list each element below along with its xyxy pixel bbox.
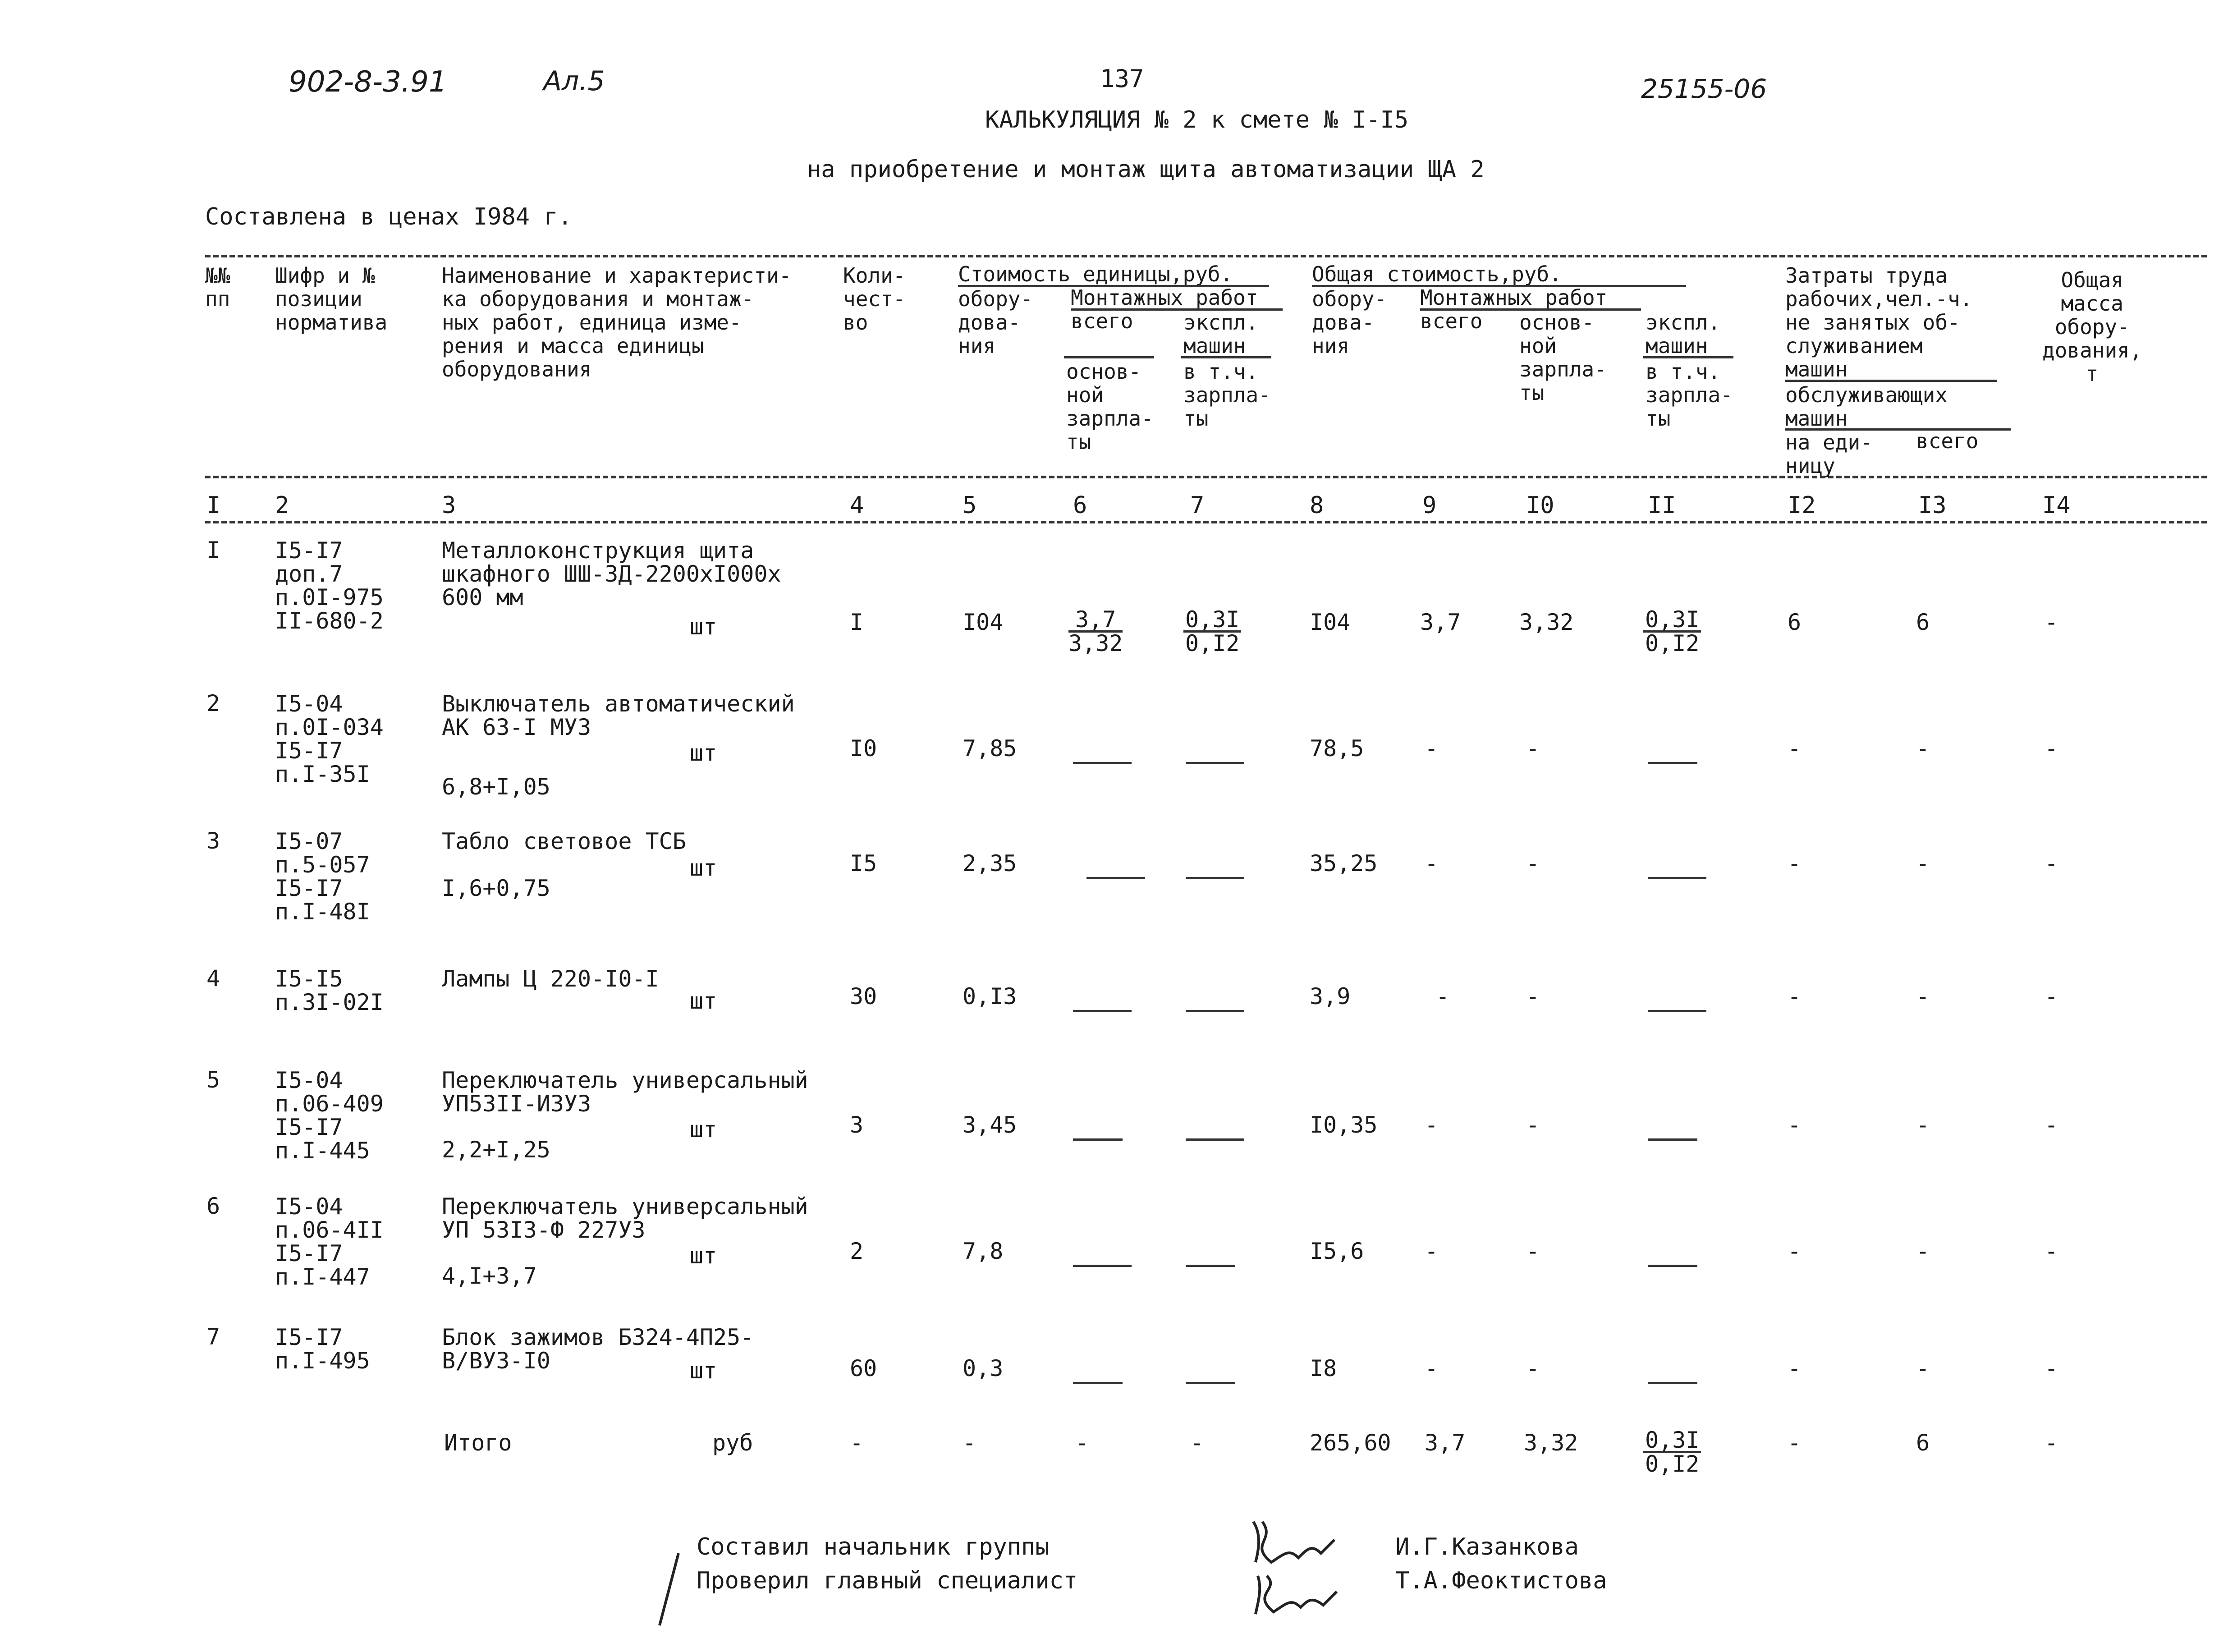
total-unit-mount: -: [1075, 1430, 1089, 1456]
row-2-total-equipment: 78,5: [1310, 735, 1364, 762]
row-2-total-machines-empty: [1648, 762, 1697, 764]
header-labor-service: обслуживающих машин: [1785, 383, 1948, 431]
row-2-labor-per-unit: -: [1788, 735, 1802, 762]
row-4-total-equipment: 3,9: [1310, 983, 1351, 1010]
row-2-quantity: I0: [850, 735, 877, 762]
row-1-labor-total: 6: [1916, 609, 1930, 635]
total-equipment-cost: -: [963, 1430, 976, 1456]
signature-role-checked: Проверил главный специалист: [697, 1567, 1078, 1594]
row-5-total-wage: -: [1526, 1112, 1540, 1138]
header-quantity: Коли- чест- во: [843, 263, 906, 335]
row-7-total-equipment: I8: [1310, 1355, 1337, 1381]
header-unit-machines: экспл. машин: [1183, 310, 1259, 358]
row-1-total-equipment: I04: [1310, 609, 1351, 635]
document-subtitle: на приобретение и монтаж щита автоматизации ЩА 2: [807, 156, 1485, 183]
row-2-unit: шт: [690, 740, 717, 766]
header-unit-mount-total: всего: [1071, 309, 1133, 333]
row-1-name: Металлоконструкция щита шкафного ШШ-ЗД-2200хI000х 600 мм: [442, 537, 781, 610]
row-4-unit: шт: [690, 988, 717, 1014]
header-total-machines-wage: в т.ч. зарпла- ты: [1646, 359, 1733, 431]
row-1-unit-mount-total: 3,7: [1068, 609, 1123, 633]
row-6-total-equipment: I5,6: [1310, 1238, 1364, 1264]
price-basis: Составлена в ценах I984 г.: [205, 203, 572, 230]
row-5-mass-note: 2,2+I,25: [442, 1137, 550, 1163]
row-2-mass-note: 6,8+I,05: [442, 774, 550, 800]
row-1-total-machines-fraction: [1643, 606, 1701, 656]
row-3-name: Табло световое ТСБ: [442, 828, 686, 854]
row-3-labor-total: -: [1916, 850, 1930, 876]
row-5-unit: шт: [690, 1116, 717, 1143]
row-5-name: Переключатель универсальный УП53II-ИЗУЗ: [442, 1067, 808, 1117]
row-6-unit-mount-empty: [1073, 1265, 1132, 1267]
row-6-unit-machines-empty: [1186, 1265, 1235, 1267]
total-machines-fraction: [1643, 1429, 1701, 1475]
row-1-labor-per-unit: 6: [1788, 609, 1802, 635]
row-7-labor-per-unit: -: [1788, 1355, 1802, 1381]
total-labor-per-unit: -: [1788, 1430, 1802, 1456]
col-num-8: 8: [1310, 492, 1324, 519]
header-total-machines: экспл. машин: [1646, 310, 1721, 358]
row-1-total-mount: 3,7: [1420, 609, 1461, 635]
col-num-7: 7: [1190, 492, 1205, 519]
col-num-4: 4: [850, 492, 864, 519]
col-num-10: I0: [1526, 492, 1554, 519]
header-bottom-rule: [205, 476, 2207, 478]
signature-role-compiled: Составил начальник группы: [697, 1533, 1050, 1560]
header-labor: Затраты труда рабочих,чел.-ч. не занятых об- служиванием машин: [1785, 263, 1973, 381]
row-3-unit-mount-empty: [1086, 877, 1145, 879]
row-4-total-mount: -: [1436, 983, 1450, 1010]
row-1-number: I: [206, 537, 220, 563]
row-6-total-machines-empty: [1648, 1265, 1697, 1267]
row-4-labor-per-unit: -: [1788, 983, 1802, 1010]
header-unit-cost: Стоимость единицы,руб.: [958, 262, 1233, 286]
labor-fraction-line: [1785, 380, 1997, 382]
row-1-mass: -: [2044, 609, 2058, 635]
row-1-unit-machines: 0,3I: [1183, 609, 1241, 633]
handwritten-signatures: [1244, 1508, 1343, 1621]
row-6-total-mount: -: [1425, 1238, 1439, 1264]
row-3-total-machines-empty: [1648, 877, 1706, 879]
row-5-labor-total: -: [1916, 1112, 1930, 1138]
row-5-labor-per-unit: -: [1788, 1112, 1802, 1138]
row-3-equipment-cost: 2,35: [963, 850, 1017, 876]
header-unit-equipment: обору- дова- ния: [958, 287, 1033, 358]
header-total-cost: Общая стоимость,руб.: [1312, 262, 1562, 286]
row-2-total-mount: -: [1425, 735, 1439, 762]
col-num-9: 9: [1422, 492, 1437, 519]
header-labor-per-unit: на еди- ницу: [1785, 430, 1873, 478]
row-3-number: 3: [206, 828, 220, 854]
row-6-mass-note: 4,I+3,7: [442, 1263, 537, 1289]
row-2-number: 2: [206, 690, 220, 716]
row-7-equipment-cost: 0,3: [963, 1355, 1004, 1381]
row-4-unit-mount-empty: [1073, 1010, 1132, 1012]
total-unit: руб: [712, 1430, 753, 1456]
row-4-labor-total: -: [1916, 983, 1930, 1010]
document-number: 25155-06: [1641, 73, 1767, 104]
row-7-total-mount: -: [1425, 1355, 1439, 1381]
total-mass: -: [2044, 1430, 2058, 1456]
row-4-unit-machines-empty: [1186, 1010, 1244, 1012]
row-1-quantity: I: [850, 609, 864, 635]
total-total-wage: 3,32: [1524, 1430, 1578, 1456]
row-1-unit: шт: [690, 614, 717, 640]
row-5-unit-machines-empty: [1186, 1138, 1244, 1141]
header-name: Наименование и характеристи- ка оборудования и монтаж- ных работ, единица изме- рения и масса единицы оборудования: [442, 263, 792, 381]
col-num-1: I: [206, 492, 221, 519]
row-3-unit-machines-empty: [1186, 877, 1244, 879]
col-num-2: 2: [275, 492, 289, 519]
row-7-unit-mount-empty: [1073, 1382, 1123, 1384]
header-unit-mount-wage: основ- ной зарпла- ты: [1066, 359, 1154, 454]
header-mass: Общая масса обору- дования, т: [2042, 268, 2142, 386]
unit-machines-fraction-line: [1181, 356, 1271, 358]
signature-name-compiled: И.Г.Казанкова: [1395, 1533, 1579, 1560]
row-6-labor-total: -: [1916, 1238, 1930, 1264]
header-row-number: №№ пп: [205, 263, 230, 311]
total-total-machines: 0,3I: [1643, 1429, 1701, 1453]
total-total-equipment: 265,60: [1310, 1430, 1391, 1456]
row-2-unit-machines-empty: [1186, 762, 1244, 764]
row-7-total-wage: -: [1526, 1355, 1540, 1381]
row-7-unit: шт: [690, 1358, 717, 1384]
row-1-total-machines-wage: 0,I2: [1645, 630, 1700, 656]
header-total-mount-total: всего: [1420, 309, 1483, 333]
col-num-11: II: [1648, 492, 1676, 519]
header-unit-machines-wage: в т.ч. зарпла- ты: [1183, 359, 1271, 431]
row-1-unit-mount-fraction: [1068, 606, 1123, 656]
total-labor-total: 6: [1916, 1430, 1930, 1456]
row-4-total-machines-empty: [1648, 1010, 1706, 1012]
row-7-unit-machines-empty: [1186, 1382, 1235, 1384]
row-5-equipment-cost: 3,45: [963, 1112, 1017, 1138]
col-num-14: I4: [2042, 492, 2071, 519]
margin-pen-stroke: [656, 1551, 683, 1628]
album-number: Ал.5: [543, 65, 605, 97]
row-3-total-mount: -: [1425, 850, 1439, 876]
row-7-total-machines-empty: [1648, 1382, 1697, 1384]
column-number-rule: [205, 521, 2207, 523]
total-quantity: -: [850, 1430, 864, 1456]
row-2-equipment-cost: 7,85: [963, 735, 1017, 762]
col-num-13: I3: [1918, 492, 1947, 519]
row-1-unit-machines-wage: 0,I2: [1185, 630, 1240, 656]
row-7-labor-total: -: [1916, 1355, 1930, 1381]
row-4-number: 4: [206, 965, 220, 991]
col-num-5: 5: [963, 492, 977, 519]
row-7-mass: -: [2044, 1355, 2058, 1381]
col-num-12: I2: [1788, 492, 1816, 519]
page-number: 137: [1100, 64, 1144, 93]
header-unit-mounting: Монтажных работ: [1071, 285, 1258, 310]
row-7-quantity: 60: [850, 1355, 877, 1381]
total-label: Итого: [444, 1430, 512, 1456]
row-1-unit-mount-wage: 3,32: [1068, 630, 1123, 656]
header-total-mounting: Монтажных работ: [1420, 285, 1608, 310]
row-4-mass: -: [2044, 983, 2058, 1010]
row-6-code: I5-04 п.06-4II I5-I7 п.I-447: [275, 1193, 384, 1290]
header-code: Шифр и № позиции норматива: [275, 263, 388, 335]
header-top-rule: [205, 255, 2207, 257]
total-total-machines-wage: 0,I2: [1645, 1451, 1700, 1477]
row-3-total-equipment: 35,25: [1310, 850, 1378, 876]
col-num-6: 6: [1073, 492, 1087, 519]
row-3-total-wage: -: [1526, 850, 1540, 876]
unit-mount-total-fraction-line: [1064, 356, 1154, 358]
row-2-unit-mount-empty: [1073, 762, 1132, 764]
row-2-labor-total: -: [1916, 735, 1930, 762]
row-6-equipment-cost: 7,8: [963, 1238, 1004, 1264]
row-2-total-wage: -: [1526, 735, 1540, 762]
row-6-total-wage: -: [1526, 1238, 1540, 1264]
row-3-mass-note: I,6+0,75: [442, 875, 550, 901]
row-6-labor-per-unit: -: [1788, 1238, 1802, 1264]
row-3-quantity: I5: [850, 850, 877, 876]
row-5-total-machines-empty: [1648, 1138, 1697, 1141]
row-4-name: Лампы Ц 220-I0-I: [442, 966, 659, 992]
row-1-total-wage: 3,32: [1519, 609, 1574, 635]
row-5-unit-mount-empty: [1073, 1138, 1123, 1141]
project-code: 902-8-3.91: [289, 65, 447, 99]
row-2-mass: -: [2044, 735, 2058, 762]
row-5-total-mount: -: [1425, 1112, 1439, 1138]
row-6-quantity: 2: [850, 1238, 864, 1264]
row-1-total-machines: 0,3I: [1643, 609, 1701, 633]
row-3-labor-per-unit: -: [1788, 850, 1802, 876]
total-machines-fraction-line: [1643, 356, 1733, 358]
row-6-mass: -: [2044, 1238, 2058, 1264]
row-2-code: I5-04 п.0I-034 I5-I7 п.I-35I: [275, 691, 384, 787]
signature-name-checked: Т.А.Феоктистова: [1395, 1567, 1607, 1594]
row-1-unit-machines-fraction: [1183, 606, 1241, 656]
row-4-equipment-cost: 0,I3: [963, 983, 1017, 1010]
row-5-mass: -: [2044, 1112, 2058, 1138]
row-2-name: Выключатель автоматический АК 63-I МУЗ: [442, 691, 795, 740]
row-1-equipment-cost: I04: [963, 609, 1004, 635]
header-labor-total: всего: [1916, 429, 1979, 453]
header-total-equipment: обору- дова- ния: [1312, 287, 1387, 358]
row-7-number: 7: [206, 1324, 220, 1350]
row-7-name: Блок зажимов Б324-4П25- В/ВУЗ-I0: [442, 1324, 754, 1374]
row-4-code: I5-I5 п.3I-02I: [275, 966, 384, 1015]
row-5-quantity: 3: [850, 1112, 864, 1138]
row-6-name: Переключатель универсальный УП 53I3-Ф 227УЗ: [442, 1193, 808, 1243]
row-3-mass: -: [2044, 850, 2058, 876]
row-4-total-wage: -: [1526, 983, 1540, 1010]
row-5-code: I5-04 п.06-409 I5-I7 п.I-445: [275, 1067, 384, 1164]
row-1-code: I5-I7 доп.7 п.0I-975 II-680-2: [275, 537, 384, 634]
row-3-unit: шт: [690, 855, 717, 881]
col-num-3: 3: [442, 492, 456, 519]
total-total-mount: 3,7: [1425, 1430, 1466, 1456]
header-total-mount-wage: основ- ной зарпла- ты: [1519, 310, 1607, 405]
row-6-number: 6: [206, 1193, 220, 1219]
row-3-code: I5-07 п.5-057 I5-I7 п.I-48I: [275, 828, 370, 925]
row-6-unit: шт: [690, 1243, 717, 1269]
row-5-total-equipment: I0,35: [1310, 1112, 1378, 1138]
total-unit-machines: -: [1190, 1430, 1204, 1456]
row-7-code: I5-I7 п.I-495: [275, 1324, 370, 1374]
row-5-number: 5: [206, 1067, 220, 1093]
document-title: КАЛЬКУЛЯЦИЯ № 2 к смете № I-I5: [985, 106, 1409, 133]
row-4-quantity: 30: [850, 983, 877, 1010]
